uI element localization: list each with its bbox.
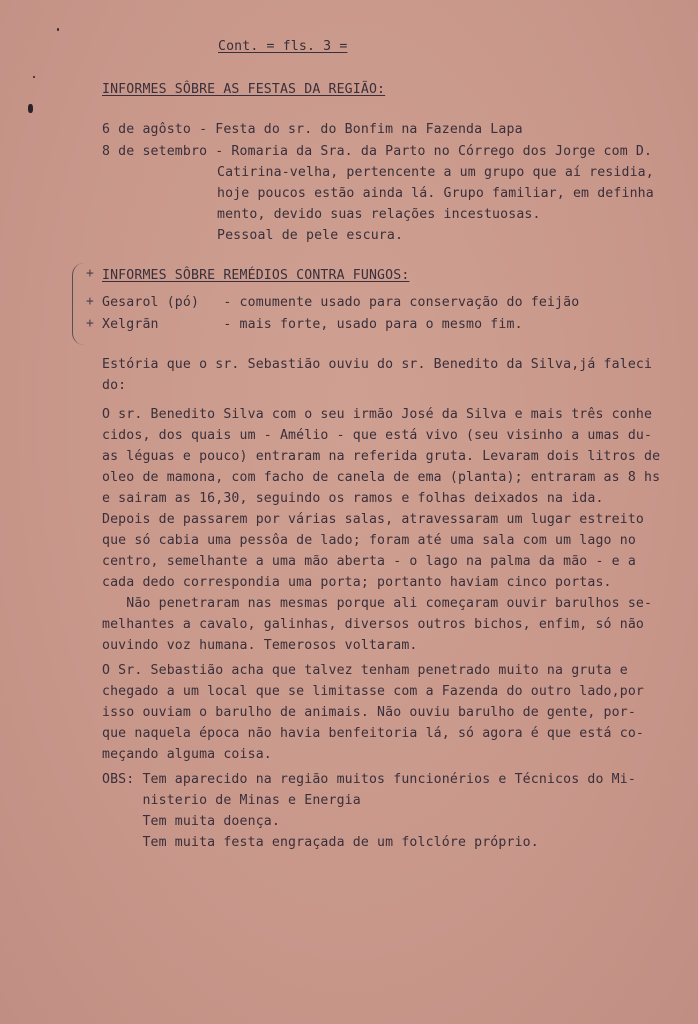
page-reference: Cont. = fls. 3 = xyxy=(218,39,348,54)
handwritten-mark: + xyxy=(86,266,94,281)
estoria-line: cada dedo correspondia uma porta; portanto haviam cinco portas. xyxy=(102,575,612,590)
ink-speck xyxy=(28,104,33,113)
estoria-line: melhantes a cavalo, galinhas, diversos outros bichos, enfim, só não xyxy=(102,617,644,632)
estoria-line: que naquela época não havia benfeitoria lá, só agora é que está co- xyxy=(102,726,644,741)
estoria-line: e sairam as 16,30, seguindo os ramos e folhas deixados na ida. xyxy=(102,491,604,506)
estoria-intro-line: Estória que o sr. Sebastião ouviu do sr. Benedito da Silva,já faleci xyxy=(102,357,653,372)
festa-line: hoje poucos estão ainda lá. Grupo familiar, em definha xyxy=(217,186,654,201)
obs-line: Tem muita doença. xyxy=(102,814,280,829)
obs-line: Tem muita festa engraçada de um folclóre próprio. xyxy=(102,835,539,850)
estoria-line: Não penetraram nas mesmas porque ali começaram ouvir barulhos se- xyxy=(102,596,653,611)
section-title-remedios: INFORMES SÔBRE REMÉDIOS CONTRA FUNGOS: xyxy=(102,268,410,283)
estoria-line: cidos, dos quais um - Amélio - que está vivo (seu visinho a umas du- xyxy=(102,428,653,443)
estoria-intro-line: do: xyxy=(102,378,127,393)
estoria-line: meçando alguma coisa. xyxy=(102,747,272,762)
festa-line: Pessoal de pele escura. xyxy=(217,228,404,243)
estoria-line: isso ouviam o barulho de animais. Não ouviu barulho de gente, por- xyxy=(102,705,636,720)
estoria-line: que só cabia uma pessôa de lado; foram até uma sala com um lago no xyxy=(102,533,636,548)
estoria-line: ouvindo voz humana. Temerosos voltaram. xyxy=(102,638,418,653)
handwritten-mark: + xyxy=(86,316,94,331)
festa-line: 6 de agôsto - Festa do sr. do Bonfim na Fazenda Lapa xyxy=(102,122,523,137)
remedio-line: Gesarol (pó) - comumente usado para conservação do feijão xyxy=(102,295,580,310)
section-title-festas: INFORMES SÔBRE AS FESTAS DA REGIÃO: xyxy=(102,82,386,97)
festa-line: mento, devido suas relações incestuosas. xyxy=(217,207,541,222)
ink-speck xyxy=(33,76,35,78)
estoria-line: centro, semelhante a uma mão aberta - o lago na palma da mão - e a xyxy=(102,554,636,569)
estoria-line: as léguas e pouco) entraram na referida gruta. Levaram dois litros de xyxy=(102,449,661,464)
obs-line: nisterio de Minas e Energia xyxy=(102,793,361,808)
festa-line: Catirina-velha, pertencente a um grupo que aí residia, xyxy=(217,165,654,180)
handwritten-brace xyxy=(72,263,87,345)
remedio-line: Xelgrãn - mais forte, usado para o mesmo fim. xyxy=(102,317,523,332)
estoria-line: O sr. Benedito Silva com o seu irmão José da Silva e mais três conhe xyxy=(102,407,653,422)
handwritten-mark: + xyxy=(86,294,94,309)
obs-line: OBS: Tem aparecido na região muitos funcionérios e Técnicos do Mi- xyxy=(102,772,636,787)
festa-line: 8 de setembro - Romaria da Sra. da Parto no Córrego dos Jorge com D. xyxy=(102,144,653,159)
estoria-line: O Sr. Sebastião acha que talvez tenham penetrado muito na gruta e xyxy=(102,663,628,678)
estoria-line: oleo de mamona, com facho de canela de ema (planta); entraram as 8 hs xyxy=(102,470,661,485)
estoria-line: Depois de passarem por várias salas, atravessaram um lugar estreito xyxy=(102,512,644,527)
estoria-line: chegado a um local que se limitasse com a Fazenda do outro lado,por xyxy=(102,684,644,699)
ink-speck xyxy=(57,28,59,31)
